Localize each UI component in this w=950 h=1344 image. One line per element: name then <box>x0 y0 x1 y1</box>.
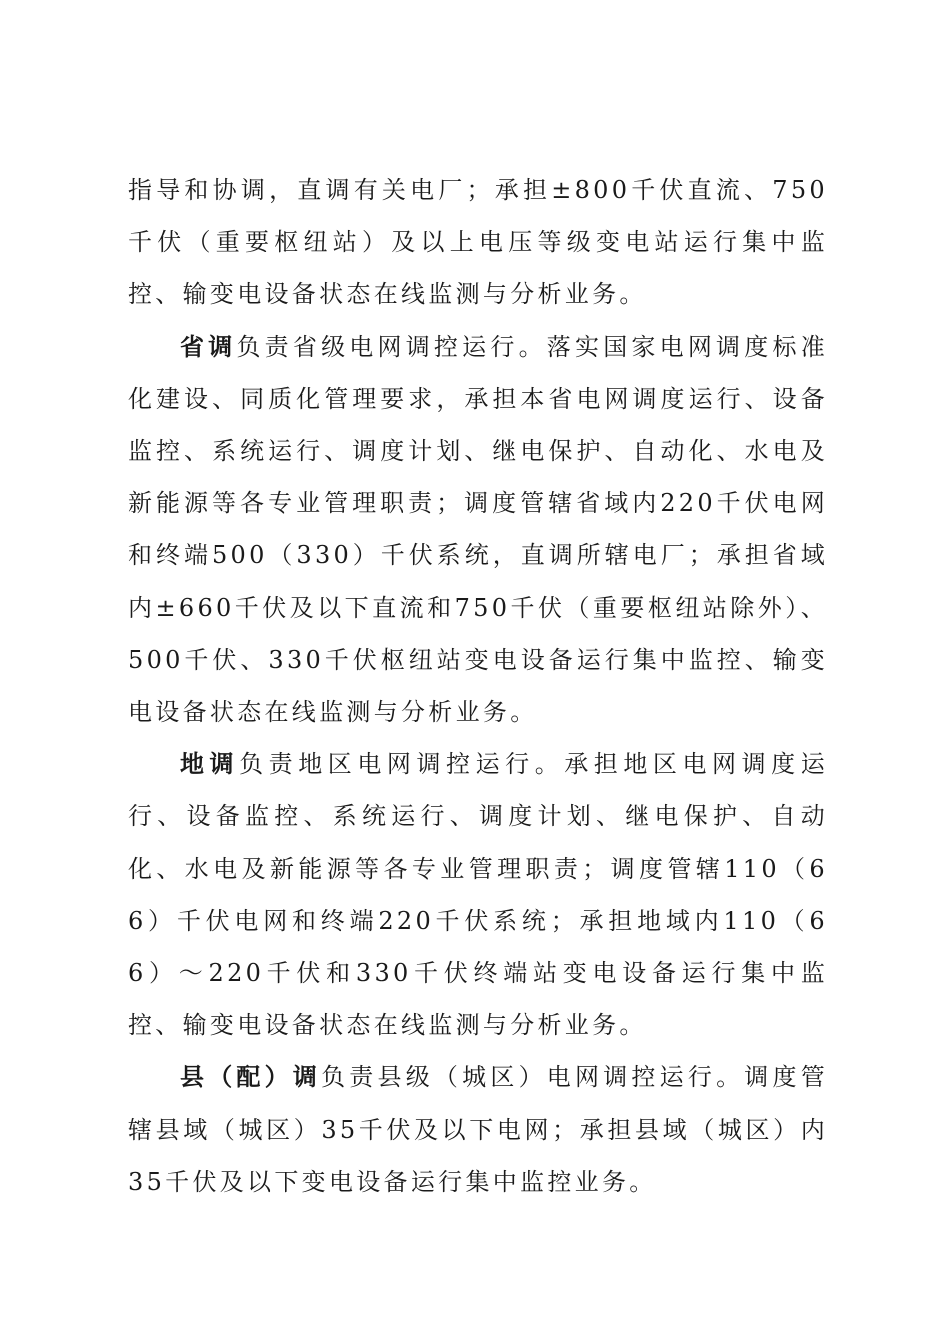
paragraph-text: 负责省级电网调控运行。落实国家电网调度标准化建设、同质化管理要求，承担本省电网调度运行、设备监控、系统运行、调度计划、继电保护、自动化、水电及新能源等各专业管理职责；调度管辖省域内220千伏电网和终端500（330）千伏系统，直调所辖电厂；承担省域内±660千伏及以下直流和750千伏（重要枢纽站除外）、500千伏、330千伏枢纽站变电设备运行集中监控、输变电设备状态在线监测与分析业务。 <box>128 332 828 727</box>
paragraph-text: 负责地区电网调控运行。承担地区电网调度运行、设备监控、系统运行、调度计划、继电保护、自动化、水电及新能源等各专业管理职责；调度管辖110（66）千伏电网和终端220千伏系统；承担地域内110（66）～220千伏和330千伏终端站变电设备运行集中监控、输变电设备状态在线监测与分析业务。 <box>128 750 829 1040</box>
paragraph-regional-dispatch <box>128 738 828 1051</box>
paragraph-heading: 县（配）调 <box>180 1062 322 1092</box>
paragraph-provincial-dispatch <box>128 321 828 739</box>
paragraph-heading: 地调 <box>180 749 240 779</box>
paragraph-county-dispatch <box>128 1051 828 1208</box>
paragraph-text: 指导和协调，直调有关电厂；承担±800千伏直流、750千伏（重要枢纽站）及以上电压等级变电站运行集中监控、输变电设备状态在线监测与分析业务。 <box>128 176 828 309</box>
paragraph-continuation <box>128 164 828 321</box>
paragraph-heading: 省调 <box>180 331 237 361</box>
paragraph-text: 负责县级（城区）电网调控运行。调度管辖县域（城区）35千伏及以下电网；承担县域（城区）内35千伏及以下变电设备运行集中监控业务。 <box>128 1063 829 1196</box>
document-page <box>128 164 828 1208</box>
